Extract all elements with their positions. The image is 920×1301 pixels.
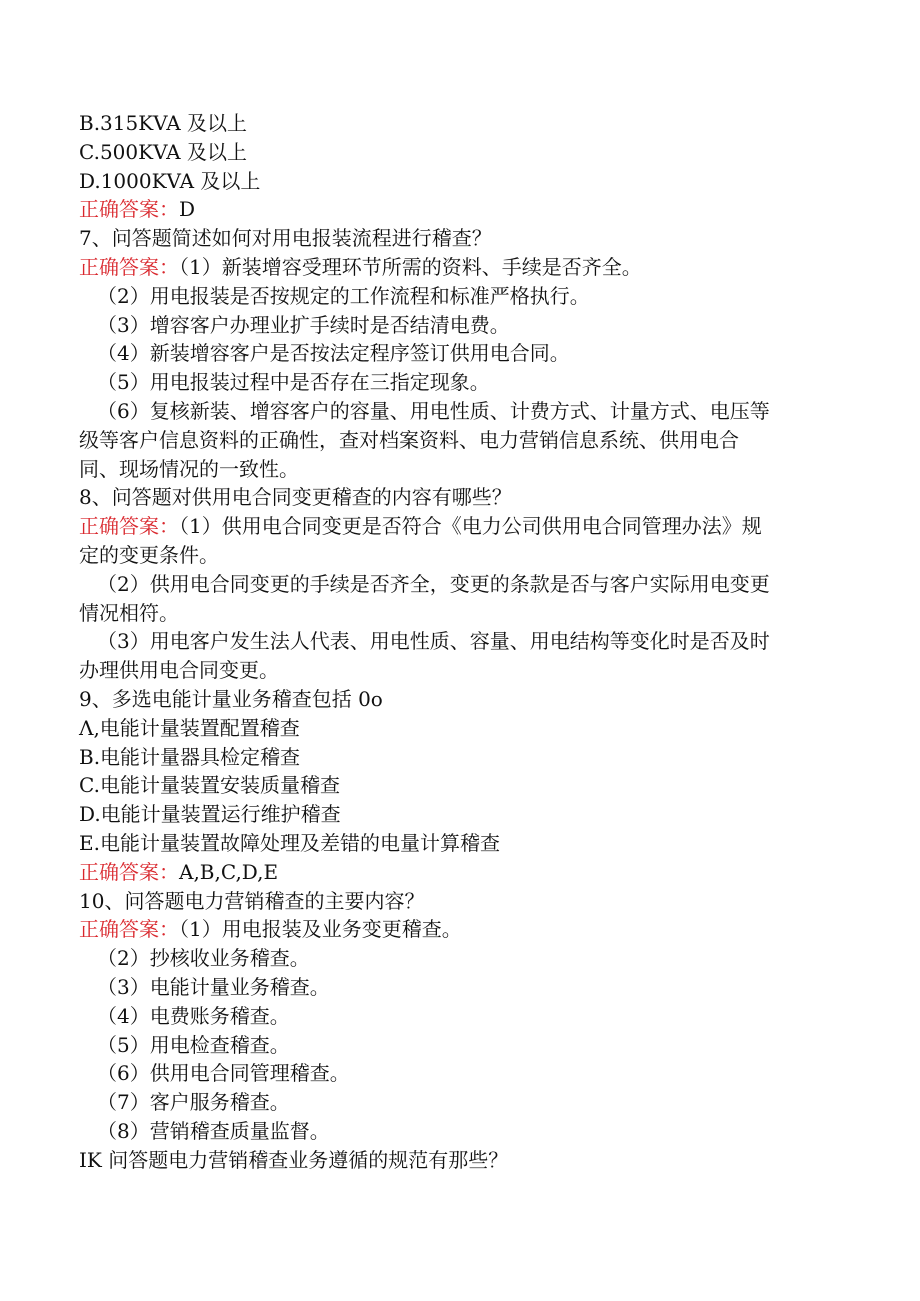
answer-item-wrap: 级等客户信息资料的正确性，查对档案资料、电力营销信息系统、供用电合 bbox=[79, 427, 739, 452]
answer-item: （3）增容客户办理业扩手续时是否结清电费。 bbox=[97, 312, 510, 337]
answer-item: （8）营销稽查质量监督。 bbox=[97, 1118, 330, 1143]
answer-item: （1）新装增容受理环节所需的资料、手续是否齐全。 bbox=[179, 254, 642, 279]
answer-line bbox=[79, 195, 859, 224]
answer-line bbox=[79, 253, 859, 282]
answer-item: （2）供用电合同变更的手续是否齐全，变更的条款是否与客户实际用电变更 bbox=[97, 571, 770, 596]
answer-item: （3）电能计量业务稽查。 bbox=[97, 974, 330, 999]
option-d: D.1000KVA 及以上 bbox=[79, 168, 261, 193]
answer-item-wrap: 同、现场情况的一致性。 bbox=[79, 456, 299, 481]
answer-label: 正确答案： bbox=[79, 254, 179, 279]
option-c: C.500KVA 及以上 bbox=[79, 139, 247, 164]
document-page bbox=[79, 109, 859, 1174]
answer-line bbox=[79, 512, 859, 541]
answer-label: 正确答案： bbox=[79, 859, 179, 884]
answer-label: 正确答案： bbox=[79, 917, 179, 942]
answer-item: （1）供用电合同变更是否符合《电力公司供用电合同管理办法》规 bbox=[179, 514, 762, 539]
answer-item: （3）用电客户发生法人代表、用电性质、容量、用电结构等变化时是否及时 bbox=[97, 629, 770, 654]
question-9: 9、多选电能计量业务稽查包括 0o bbox=[79, 686, 383, 711]
option-a: Λ,电能计量装置配置稽查 bbox=[79, 715, 300, 740]
option-b: B.电能计量器具检定稽查 bbox=[79, 744, 301, 769]
answer-label: 正确答案： bbox=[79, 197, 179, 222]
question-10: 10、问答题电力营销稽查的主要内容？ bbox=[79, 888, 425, 913]
answer-item: （1）用电报装及业务变更稽查。 bbox=[179, 917, 462, 942]
answer-item-wrap: 情况相符。 bbox=[79, 600, 179, 625]
answer-value: D bbox=[179, 197, 196, 222]
answer-label: 正确答案： bbox=[79, 514, 179, 539]
answer-line bbox=[79, 858, 859, 887]
question-11: IK 问答题电力营销稽查业务遵循的规范有那些？ bbox=[79, 1147, 509, 1172]
answer-item-wrap: 办理供用电合同变更。 bbox=[79, 658, 279, 683]
answer-item: （6）供用电合同管理稽查。 bbox=[97, 1061, 350, 1086]
answer-item: （5）用电检查稽查。 bbox=[97, 1032, 290, 1057]
option-e: E.电能计量装置故障处理及差错的电量计算稽查 bbox=[79, 830, 500, 855]
answer-item: （4）电费账务稽查。 bbox=[97, 1003, 290, 1028]
question-7: 7、问答题简述如何对用电报装流程进行稽查？ bbox=[79, 226, 492, 251]
answer-item: （6）复核新装、增容客户的容量、用电性质、计费方式、计量方式、电压等 bbox=[97, 398, 770, 423]
answer-item: （2）用电报装是否按规定的工作流程和标准严格执行。 bbox=[97, 283, 590, 308]
option-d: D.电能计量装置运行维护稽查 bbox=[79, 802, 341, 827]
answer-item: （2）抄核收业务稽查。 bbox=[97, 946, 310, 971]
option-b: B.315KVA 及以上 bbox=[79, 111, 248, 135]
question-8: 8、问答题对供用电合同变更稽查的内容有哪些？ bbox=[79, 485, 512, 510]
answer-line bbox=[79, 915, 859, 944]
answer-item: （5）用电报装过程中是否存在三指定现象。 bbox=[97, 370, 490, 395]
answer-item: （7）客户服务稽查。 bbox=[97, 1090, 290, 1115]
answer-item-wrap: 定的变更条件。 bbox=[79, 542, 219, 567]
answer-item: （4）新装增容客户是否按法定程序签订供用电合同。 bbox=[97, 341, 570, 366]
answer-value: A,B,C,D,E bbox=[179, 859, 279, 884]
option-c: C.电能计量装置安装质量稽查 bbox=[79, 773, 340, 798]
